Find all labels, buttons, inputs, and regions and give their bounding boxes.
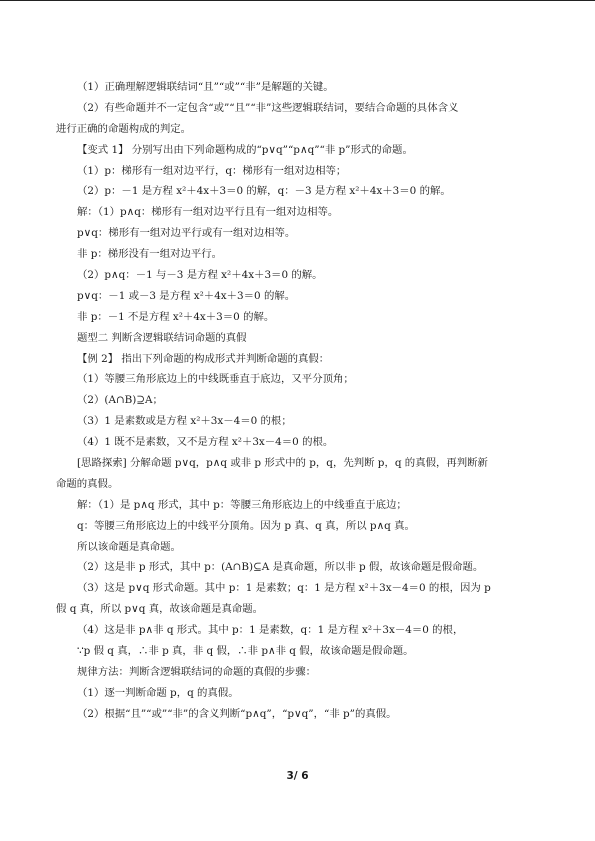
text-line: 解：（1）p∧q：梯形有一组对边平行且有一组对边相等。 xyxy=(77,206,339,219)
text-line: （4）这是非 p∧非 q 形式。其中 p：1 是素数，q：1 是方程 x²＋3x－4＝0 的根， xyxy=(77,624,464,637)
page-number: 3/ 6 xyxy=(286,770,309,782)
text-line: （2）p：－1 是方程 x²＋4x＋3＝0 的解，q：－3 是方程 x²＋4x＋3＝0 的解。 xyxy=(77,185,451,198)
text-line: 非 p：－1 不是方程 x²＋4x＋3＝0 的解。 xyxy=(77,310,275,323)
text-line: （3）1 是素数或是方程 x²＋3x－4＝0 的根； xyxy=(77,415,292,428)
text-line: （2）根据“且”“或”“非”的含义判断“p∧q”，“p∨q”，“非 p”的真假。 xyxy=(77,707,397,720)
text-line: （1）正确理解逻辑联结词“且”“或”“非”是解题的关键。 xyxy=(77,81,334,93)
text-line: （1）等腰三角形底边上的中线既垂直于底边，又平分顶角； xyxy=(77,373,354,386)
text-line: （1）逐一判断命题 p，q 的真假。 xyxy=(77,686,239,699)
text-line: 题型二 判断含逻辑联结词命题的真假 xyxy=(77,331,247,344)
text-line: （1）p：梯形有一组对边平行，q：梯形有一组对边相等； xyxy=(77,164,347,177)
text-line: 规律方法：判断含逻辑联结词的命题的真假的步骤： xyxy=(77,665,316,678)
text-line: 假 q 真，所以 p∨q 真，故该命题是真命题。 xyxy=(56,603,264,616)
text-line: 所以该命题是真命题。 xyxy=(77,540,181,553)
text-line: q：等腰三角形底边上的中线平分顶角。因为 p 真、q 真，所以 p∧q 真。 xyxy=(77,519,415,532)
text-line: （3）这是 p∨q 形式命题。其中 p：1 是素数；q：1 是方程 x²＋3x－4＝0 的根，因为 p xyxy=(77,582,491,595)
text-line: [思路探索] 分解命题 p∨q，p∧q 或非 p 形式中的 p，q，先判断 p，q 的真假，再判断新 xyxy=(77,457,488,470)
text-line: ∵p 假 q 真，∴非 p 真，非 q 假，∴非 p∧非 q 假，故该命题是假命题。 xyxy=(77,645,414,658)
text-line: 进行正确的命题构成的判定。 xyxy=(56,122,192,135)
text-line: p∨q：梯形有一组对边平行或有一组对边相等。 xyxy=(77,227,296,240)
text-line: 解：（1）是 p∧q 形式，其中 p：等腰三角形底边上的中线垂直于底边； xyxy=(77,498,407,511)
text-line: （2）这是非 p 形式，其中 p：(A∩B)⊆A 是真命题，所以非 p 假，故该命题是假命题。 xyxy=(77,561,484,574)
text-line: p∨q：－1 或－3 是方程 x²＋4x＋3＝0 的解。 xyxy=(77,289,296,302)
text-body xyxy=(56,77,556,725)
text-line: 非 p：梯形没有一组对边平行。 xyxy=(77,248,223,261)
text-line: （2）有些命题并不一定包含“或”“且”“非”这些逻辑联结词，要结合命题的具体含义 xyxy=(77,101,459,114)
text-line: （4）1 既不是素数，又不是方程 x²＋3x－4＝0 的根。 xyxy=(77,436,334,449)
header-rule xyxy=(0,0,595,1)
text-line: （2）(A∩B)⊇A； xyxy=(77,394,163,407)
text-line: 【变式 1】 分别写出由下列命题构成的“p∨q”“p∧q”“非 p”形式的命题。 xyxy=(77,143,413,156)
text-line: 命题的真假。 xyxy=(56,477,119,490)
text-line: （2）p∧q：－1 与－3 是方程 x²＋4x＋3＝0 的解。 xyxy=(77,269,323,282)
text-line: 【例 2】 指出下列命题的构成形式并判断命题的真假： xyxy=(77,352,330,365)
